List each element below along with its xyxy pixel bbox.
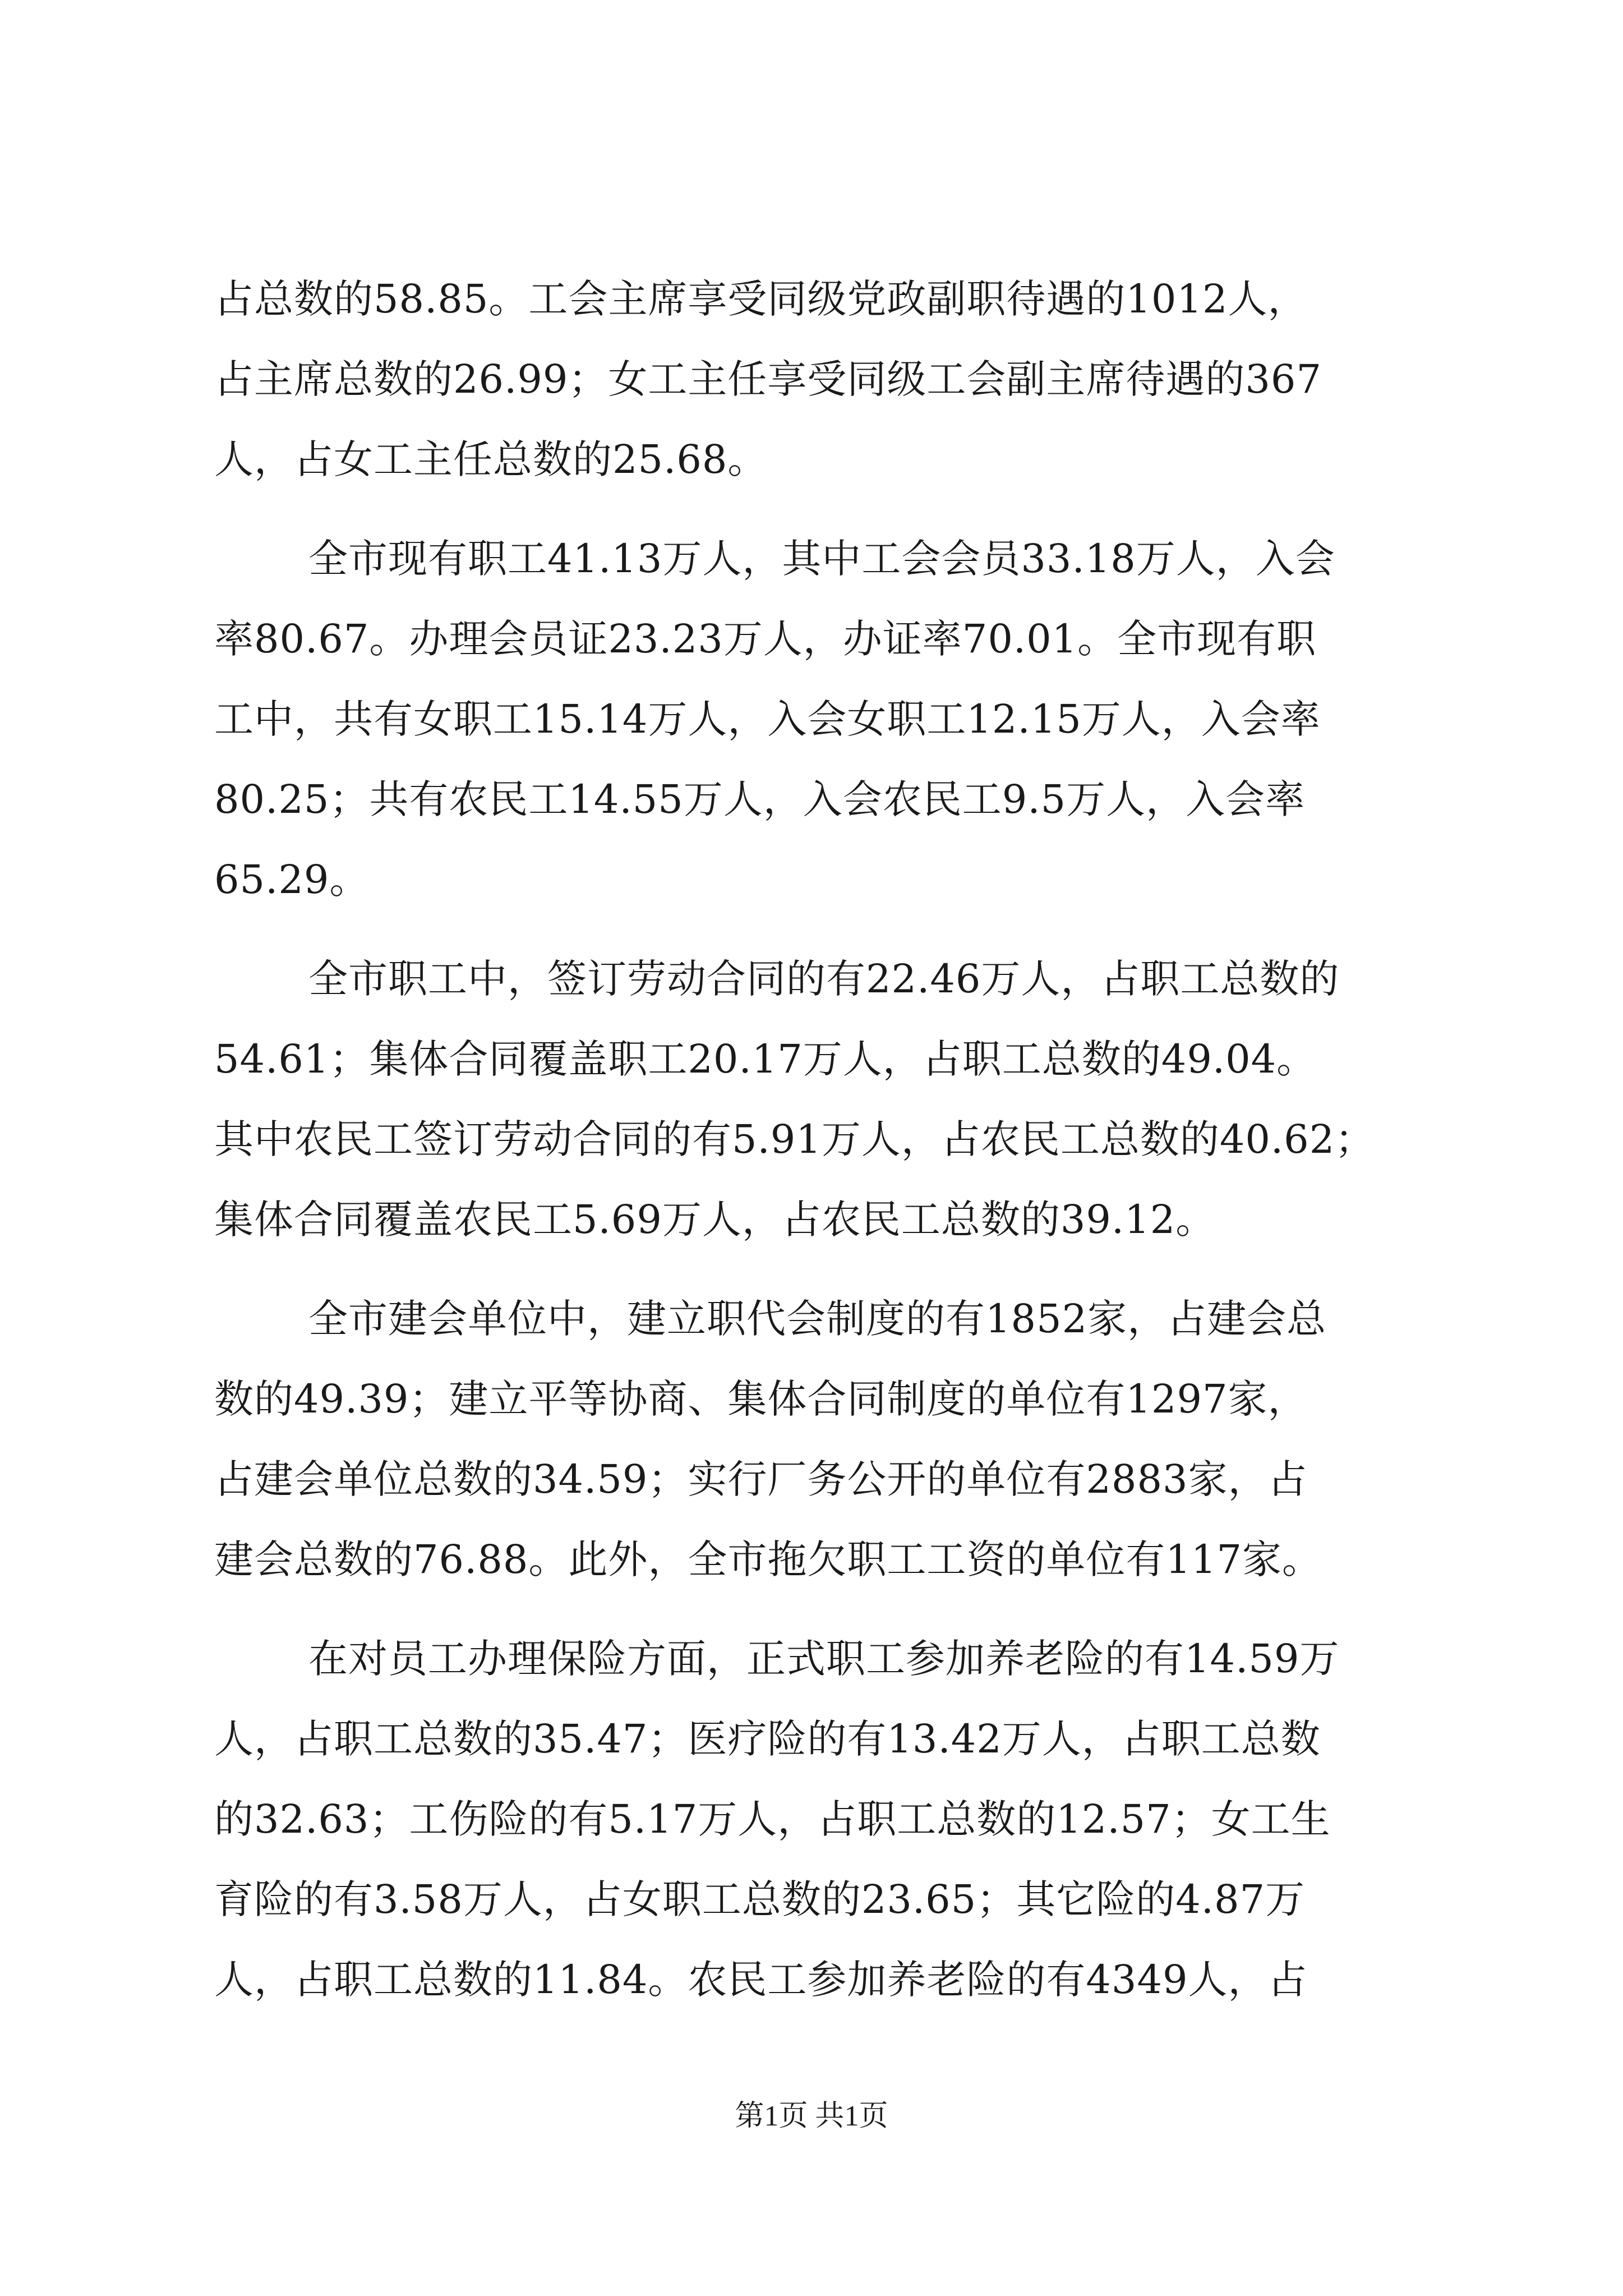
text-line: 占建会单位总数的34.59；实行厂务公开的单位有2883家，占 [214,1456,1308,1502]
paragraph [214,519,1420,920]
text-line: 80.25；共有农民工14.55万人，入会农民工9.5万人，入会率 [214,776,1306,822]
paragraph [214,1619,1420,2020]
text-line: 的32.63；工伤险的有5.17万人，占职工总数的12.57；女工生 [214,1796,1331,1842]
text-line: 人，占职工总数的11.84。农民工参加养老险的有4349人，占 [214,1957,1308,2003]
text-line: 其中农民工签订劳动合同的有5.91万人，占农民工总数的40.62； [214,1116,1375,1162]
text-line: 建会总数的76.88。此外，全市拖欠职工工资的单位有117家。 [214,1536,1322,1582]
paragraph [214,1279,1420,1600]
text-line: 全市建会单位中，建立职代会制度的有1852家，占建会总 [308,1296,1327,1342]
text-line: 育险的有3.58万人，占女职工总数的23.65；其它险的4.87万 [214,1876,1306,1922]
text-line: 数的49.39；建立平等协商、集体合同制度的单位有1297家， [214,1376,1308,1422]
text-line: 在对员工办理保险方面，正式职工参加养老险的有14.59万 [308,1636,1340,1682]
text-line: 人，占女工主任总数的25.68。 [214,436,768,482]
text-line: 率80.67。办理会员证23.23万人，办证率70.01。全市现有职 [214,616,1317,662]
text-line: 全市职工中，签订劳动合同的有22.46万人，占职工总数的 [308,956,1340,1002]
text-line: 集体合同覆盖农民工5.69万人，占农民工总数的39.12。 [214,1197,1216,1243]
text-line: 工中，共有女职工15.14万人，入会女职工12.15万人，入会率 [214,696,1321,742]
text-line: 全市现有职工41.13万人，其中工会会员33.18万人，入会 [308,536,1335,582]
document-body [214,259,1420,2020]
paragraph [214,259,1420,500]
text-line: 65.29。 [214,857,370,903]
text-line: 人，占职工总数的35.47；医疗险的有13.42万人，占职工总数 [214,1716,1321,1762]
text-line: 占总数的58.85。工会主席享受同级党政副职待遇的1012人， [214,276,1308,322]
page-number-footer: 第1页 共1页 [735,2100,888,2132]
text-line: 占主席总数的26.99；女工主任享受同级工会副主席待遇的367 [214,356,1322,402]
paragraph [214,939,1420,1260]
text-line: 54.61；集体合同覆盖职工20.17万人，占职工总数的49.04。 [214,1036,1317,1082]
